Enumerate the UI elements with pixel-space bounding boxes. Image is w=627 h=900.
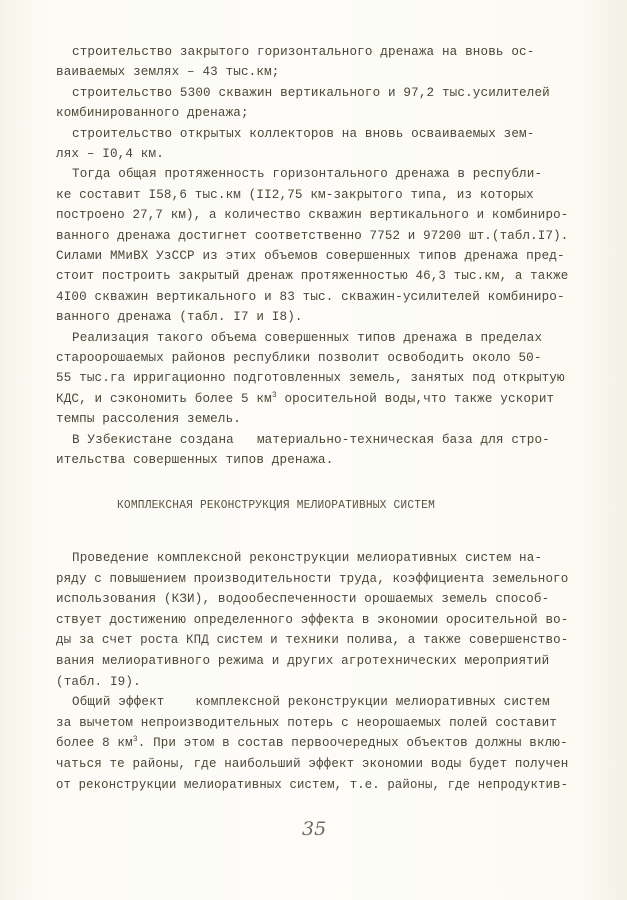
- text-line: (табл. I9).: [56, 674, 141, 689]
- text-line: за вычетом непроизводительных потерь с неорошаемых полей составит: [56, 715, 557, 730]
- text-line: темпы рассоления земель.: [56, 412, 241, 427]
- text-line: Реализация такого объема совершенных типов дренажа в пределах: [72, 330, 543, 345]
- text-line: ванного дренажа достигнет соответственно 7752 и 97200 шт.(табл.I7).: [56, 228, 569, 243]
- text-line: ванного дренажа (табл. I7 и I8).: [56, 310, 303, 325]
- text-line: ительства совершенных типов дренажа.: [56, 453, 334, 467]
- text-line: Силами ММиВХ УзССР из этих объемов совершенных типов дренажа пред-: [56, 249, 565, 263]
- text-line: КДС, и сэкономить более 5 $км^3$ оросительной воды,что также ускорит: [56, 390, 555, 406]
- text-line: использования (КЗИ), водообеспеченности орошаемых земель способ-: [56, 592, 550, 607]
- text-line: староорошаемых районов республики позволит освободить около 50-: [56, 351, 542, 365]
- text-line: ствует достижению определенного эффекта в экономии оросительной во-: [56, 612, 569, 627]
- text-line: Общий эффект комплексной реконструкции мелиоративных систем: [72, 695, 550, 710]
- page-number: 35: [302, 818, 327, 840]
- section-heading: КОМПЛЕКСНАЯ РЕКОНСТРУКЦИЯ МЕЛИОРАТИВНЫХ СИСТЕМ: [117, 498, 435, 512]
- text-line: 55 тыс.га ирригационно подготовленных земель, занятых под открытую: [56, 371, 565, 386]
- text-line: ряду с повышением производительности труда, коэффициента земельного: [56, 571, 569, 586]
- text-line: от реконструкции мелиоративных систем, т.е. районы, где непродуктив-: [56, 777, 569, 792]
- text-line: лях – I0,4 км.: [56, 147, 164, 161]
- text-line: более 8 $км^3$. При этом в состав первоочередных объектов должны вклю-: [56, 735, 568, 751]
- text-line: 4I00 скважин вертикального и 83 тыс. скважин-усилителей комбиниро-: [56, 289, 565, 304]
- text-line: ке составит I58,6 тыс.км (II2,75 км-закрытого типа, из которых: [56, 187, 534, 202]
- text-line: стоит построить закрытый дренаж протяженностью 46,3 тыс.км, а также: [56, 269, 569, 284]
- text-line: ваиваемых землях – 43 тыс.км;: [56, 65, 280, 80]
- text-line: ды за счет роста КПД систем и техники полива, а также совершенство-: [56, 633, 569, 648]
- text-line: Тогда общая протяженность горизонтального дренажа в республи-: [72, 167, 543, 182]
- text-line: строительство открытых коллекторов на вновь осваиваемых зем-: [72, 126, 535, 141]
- text-line: В Узбекистане создана материально-техническая база для стро-: [72, 432, 550, 447]
- text-line: вания мелиоративного режима и других агротехнических мероприятий: [56, 654, 550, 668]
- text-line: строительство 5300 скважин вертикального и 97,2 тыс.усилителей: [72, 85, 550, 100]
- text-line: строительство закрытого горизонтального дренажа на вновь ос-: [72, 45, 535, 59]
- text-line: комбинированного дренажа;: [56, 106, 249, 121]
- text-line: Проведение комплексной реконструкции мелиоративных систем на-: [72, 551, 543, 565]
- text-line: построено 27,7 км), а количество скважин вертикального и комбиниро-: [56, 208, 569, 223]
- text-line: чаться те районы, где наибольший эффект экономии воды будет получен: [56, 757, 569, 771]
